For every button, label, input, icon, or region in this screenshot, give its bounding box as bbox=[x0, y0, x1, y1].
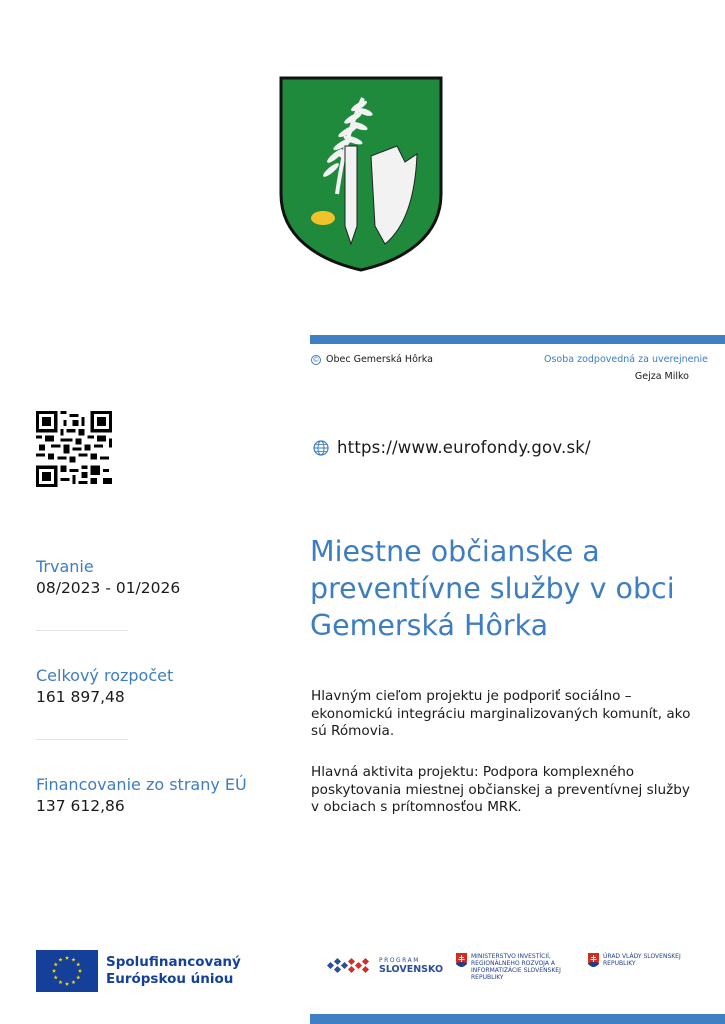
project-goal: Hlavným cieľom projektu je podporiť sociálno – ekonomickú integráciu marginalizovaných komunít, ako sú Rómovia. bbox=[311, 688, 691, 740]
copyright-holder: Obec Gemerská Hôrka bbox=[326, 354, 433, 365]
duration-label: Trvanie bbox=[36, 557, 94, 576]
eu-cofunded-text bbox=[106, 954, 241, 988]
government-office-logo bbox=[588, 953, 688, 967]
responsible-person-label: Osoba zodpovedná za uverejnenie bbox=[543, 354, 708, 365]
total-budget-value: 161 897,48 bbox=[36, 688, 125, 706]
divider bbox=[36, 630, 128, 631]
duration-value: 08/2023 - 01/2026 bbox=[36, 579, 181, 597]
eu-funding-value: 137 612,86 bbox=[36, 797, 125, 815]
copyright-icon: © bbox=[312, 355, 320, 364]
eu-funding-label: Financovanie zo strany EÚ bbox=[36, 775, 247, 794]
municipality-coat-of-arms bbox=[279, 76, 443, 272]
copyright-row bbox=[311, 354, 433, 365]
program-label: PROGRAM bbox=[379, 957, 420, 964]
slovak-emblem-icon bbox=[456, 953, 467, 967]
globe-icon bbox=[313, 440, 329, 456]
website-url[interactable]: https://www.eurofondy.gov.sk/ bbox=[337, 438, 591, 457]
slovak-emblem-icon bbox=[588, 953, 599, 967]
divider bbox=[36, 739, 128, 740]
bottom-accent-bar bbox=[310, 1014, 725, 1024]
responsible-person-name: Gejza Milko bbox=[634, 371, 689, 382]
eu-line-2: Európskou úniou bbox=[106, 971, 234, 987]
total-budget-label: Celkový rozpočet bbox=[36, 666, 174, 685]
project-activity: Hlavná aktivita projektu: Podpora komplexného poskytovania miestnej občianskej a preventívnej služby v obciach s prítomnosťou MRK. bbox=[311, 764, 690, 816]
eu-flag-icon bbox=[36, 950, 98, 992]
qr-code[interactable] bbox=[36, 411, 112, 487]
ministry-name: MINISTERSTVO INVESTÍCIÍ, REGIONÁLNEHO ROZVOJA A INFORMATIZÁCIE SLOVENSKEJ REPUBLIKY bbox=[471, 953, 561, 981]
office-name: ÚRAD VLÁDY SLOVENSKEJ REPUBLIKY bbox=[603, 953, 681, 967]
top-accent-bar bbox=[310, 335, 725, 344]
slovensko-label: SLOVENSKO bbox=[379, 964, 444, 975]
website-link-row[interactable] bbox=[313, 438, 591, 457]
eu-line-1: Spolufinancovaný bbox=[106, 954, 241, 970]
program-slovensko-logo bbox=[326, 955, 443, 977]
ministry-logo bbox=[456, 953, 581, 981]
project-title: Miestne občianske a preventívne služby v obci Gemerská Hôrka bbox=[310, 535, 675, 642]
program-slovensko-icon bbox=[326, 955, 374, 977]
